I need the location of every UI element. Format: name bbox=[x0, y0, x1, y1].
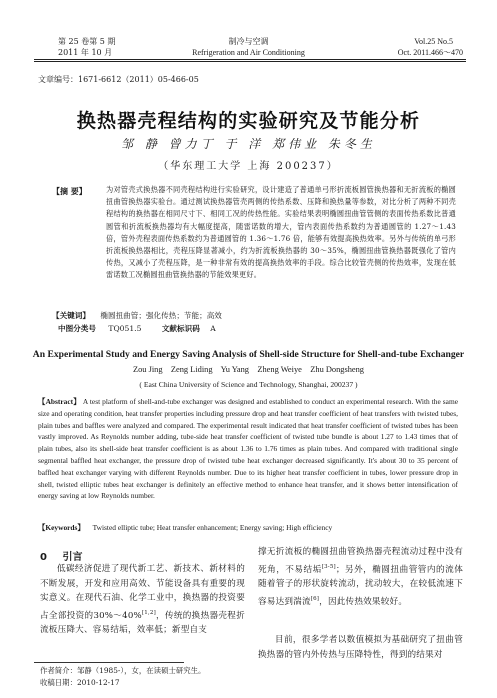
clc-value: TQ051.5 bbox=[108, 324, 142, 333]
header-volume-en: Vol.25 No.5 bbox=[414, 37, 453, 46]
header-rule-bottom bbox=[34, 61, 466, 62]
section-number: 0 bbox=[40, 552, 47, 563]
classification-line bbox=[58, 323, 216, 334]
footnote-author: 作者简介：邹静（1985-），女，在读硕士研究生。 bbox=[40, 666, 206, 675]
english-abstract bbox=[38, 396, 458, 502]
body-left-paragraph bbox=[40, 562, 245, 638]
doc-code-label: 文献标识码 bbox=[161, 324, 200, 333]
article-number: 文章编号：1671-6612（2011）05-466-05 bbox=[38, 75, 199, 84]
body-right-paragraph bbox=[258, 545, 463, 609]
citation-6: [6] bbox=[310, 595, 320, 602]
section-heading bbox=[40, 548, 82, 563]
keywords-cn-text: 椭圆扭曲管；强化传热；节能；高效 bbox=[100, 311, 222, 320]
abstract-cn-label: 【摘 要】 bbox=[52, 186, 87, 196]
footnote-received: 收稿日期：2010-12-17 bbox=[40, 678, 120, 687]
english-keywords bbox=[38, 522, 458, 534]
paper-title: 换热器壳程结构的实验研究及节能分析 bbox=[76, 110, 421, 132]
english-affiliation: ( East China University of Science and Technology, Shanghai, 200237 ) bbox=[139, 380, 358, 389]
authors-cn: 邹 静 曾力丁 于 洋 郑伟业 朱冬生 bbox=[121, 137, 376, 151]
english-abstract-label: 【Abstract】 bbox=[38, 397, 81, 406]
header-journal-cn: 制冷与空调 bbox=[228, 37, 269, 46]
body-left-text: 低碳经济促进了现代新工艺、新技术、新材料的不断发展，开发和应用高效、节能设备具有重要的现实意义。在现代石油、化学工业中，换热器的投资要占全部投资的30%～40% bbox=[40, 564, 245, 621]
english-keywords-label: 【Keywords】 bbox=[38, 523, 85, 532]
abstract-cn-text: 为对管壳式换热器不同壳程结构进行实验研究，设计建造了普通单弓形折流板圆管换热器和无折流板的椭圆扭曲管换热器实验台。通过测试换热器管壳两侧的传热系数、压降和换热量等参数，对比分析了两种不同壳程结构的换热器在相同尺寸下、相同工况的传热性能。实验结果表明椭圆扭曲管管侧的表面传热系数比普通圆管和折流板换热器均有大幅度提高，随雷诺数的增大，管内表面传热系数约为普通圆管的 1.27～1.43 倍，管外壳程表面传热系数约为普通圆管的 1.36～1.76 倍，能够有效提高换热效率。另外与传统的单弓形折流板换热器相比，壳程压降显著减小，约为折流板换热器的 30～35%，椭圆扭曲管换热器既强化了管内传热，又减小了壳程压降，是一种非常有效的提高换热效率的手段。综合比较管壳侧的传热效率，发现在低雷诺数工况椭圆扭曲管换热器的节能效果更好。 bbox=[106, 185, 456, 280]
keywords-cn bbox=[52, 310, 222, 321]
body-right-b: ；另外，椭圆扭曲管管内的流体随着管子的形状旋转流动，扰动较大，在较低流速下容易达到湍流 bbox=[258, 564, 463, 607]
english-title: An Experimental Study and Energy Saving Analysis of Shell-side Structure for Shell-and-tube Exchanger bbox=[32, 349, 465, 360]
header-date-cn: 2011 年 10 月 bbox=[58, 48, 113, 57]
body-right-c: ，因此传热效果较好。 bbox=[319, 596, 408, 607]
citation-1-2: [1,2] bbox=[141, 609, 156, 616]
header-volume-cn: 第 25 卷第 5 期 bbox=[58, 37, 116, 46]
clc-label: 中图分类号 bbox=[58, 324, 96, 333]
affiliation-cn: （华东理工大学 上海 200237） bbox=[158, 161, 339, 172]
keywords-cn-label: 【关键词】 bbox=[52, 311, 90, 320]
body-left-tail: ，传统的换热器壳程折流板压降大、容易结垢，效率低；新型自支 bbox=[40, 610, 245, 636]
body-right-paragraph-2: 目前，很多学者以数值模拟为基础研究了扭曲管换热器的管内外传热与压降特性，得到的结果对 bbox=[258, 635, 463, 660]
footnote-rule bbox=[34, 662, 184, 663]
english-keywords-text: Twisted elliptic tube; Heat transfer enhancement; Energy saving; High efficiency bbox=[92, 523, 333, 532]
doc-code-value: A bbox=[210, 324, 216, 333]
header-pages-en: Oct. 2011.466～470 bbox=[397, 48, 463, 57]
section-title: 引言 bbox=[62, 552, 83, 563]
header-rule-top bbox=[34, 59, 466, 60]
body-right-a: 撑无折流板的椭圆扭曲管换热器壳程流动过程中没有死角，不易结垢 bbox=[258, 547, 463, 575]
english-abstract-text: A test platform of shell-and-tube exchanger was designed and established to conduct an experimental research. With the same size and operating condition, heat transfer properties including pressure drop and heat transfer coefficient of heat transfers with twisted tubes, plain tubes and baffles were analyzed and compared. The experimental result indicated that heat transfer coefficient of twisted tubes has been vastly improved. As Reynolds number adding, tube-side heat transfer coefficient of twisted tube bundle is about 1.27 to 1.43 times that of plain tubes, also its shell-side heat transfer coefficient is as about 1.36 to 1.76 times as plain tubes. And compared with traditional single segmental baffled heat exchanger, the pressure drop of twisted tube heat exchanger decreased significantly. It's about 30 to 35 percent of baffled heat exchanger varying with different Reynolds number. Due to its higher heat transfer coefficient in tubes, lower pressure drop in shell, twisted elliptic tubes heat exchanger is definitely an effective method to enhance heat transfer, and it shows better intensification of energy saving at low Reynolds number. bbox=[38, 397, 458, 501]
header-journal-en: Refrigeration and Air Conditioning bbox=[192, 48, 305, 57]
citation-3-5: [3-5] bbox=[321, 563, 336, 570]
english-authors: Zou Jing Zeng Liding Yu Yang Zheng Weiye Zhu Dongsheng bbox=[132, 365, 364, 374]
